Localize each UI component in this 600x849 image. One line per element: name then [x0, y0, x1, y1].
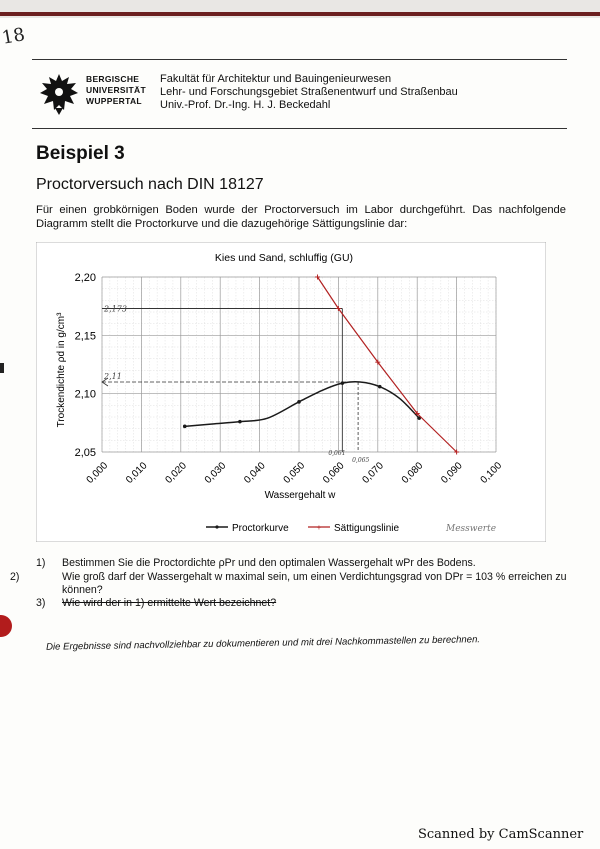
x-tick-label: 0,090	[439, 460, 465, 486]
chart-legend	[206, 523, 496, 534]
university-name	[86, 74, 146, 107]
proctor-chart	[36, 242, 546, 542]
y-tick-label: 2,20	[74, 272, 96, 284]
handwritten-page-number: 18	[0, 24, 27, 49]
legend-handwritten-note: Messwerte	[446, 524, 497, 534]
header-rule-top	[32, 59, 567, 60]
question-number: 1)	[36, 557, 46, 569]
punch-hole	[0, 615, 12, 637]
x-tick-label: 0,070	[360, 460, 386, 486]
intro-text: Für einen grobkörnigen Boden wurde der Proctorversuch im Labor durchgeführt. Das nachfolgende Diagramm stellt die Proctorkurve und die dazugehörige Sättigungslinie dar:	[36, 204, 566, 230]
x-tick-label: 0,000	[84, 460, 111, 486]
data-point-proctorkurve	[183, 425, 187, 429]
eagle-logo-icon	[38, 72, 80, 116]
question-number: 3)	[36, 597, 46, 609]
y-axis-label: Trockendichte ρd in g/cm³	[56, 312, 67, 428]
handwritten-max-density: 2,173	[104, 304, 127, 314]
faculty-line: Fakultät für Architektur und Bauingenieurwesen	[160, 73, 392, 85]
scan-top-edge	[0, 0, 600, 18]
x-tick-label: 0,060	[321, 460, 347, 486]
question-text: Bestimmen Sie die Proctordichte ρPr und den optimalen Wassergehalt wPr des Bodens.	[62, 557, 476, 569]
x-tick-label: 0,020	[163, 460, 189, 486]
data-point-proctorkurve	[238, 420, 242, 424]
scan-mark	[0, 363, 4, 373]
svg-text:+: +	[316, 523, 322, 532]
y-tick-label: 2,10	[74, 388, 96, 401]
data-point-proctorkurve	[341, 381, 345, 385]
handwritten-opt-density: 2,11	[104, 372, 122, 381]
instruction-note: Die Ergebnisse sind nachvollziehbar zu dokumentieren und mit drei Nachkommastellen zu berechnen.	[45, 634, 481, 653]
scanner-watermark: Scanned by CamScanner	[418, 827, 584, 842]
question-text: Wie wird der in 1) ermittelte Wert bezeichnet?	[62, 597, 277, 609]
department-line: Lehr- und Forschungsgebiet Straßenentwurf und Straßenbau	[160, 86, 458, 98]
page-subtitle: Proctorversuch nach DIN 18127	[36, 176, 264, 193]
question-text: Wie groß darf der Wassergehalt w maximal sein, um einen Verdichtungsgrad von DPr = 103 % erreichen zu können?	[62, 571, 567, 596]
question-1	[36, 557, 571, 570]
data-point-proctorkurve	[378, 385, 382, 389]
question-2	[10, 571, 571, 597]
faculty-info	[160, 73, 458, 112]
x-tick-label: 0,030	[202, 460, 229, 486]
y-tick-label: 2,15	[74, 330, 96, 343]
x-axis-label: Wassergehalt w	[264, 490, 336, 501]
data-point-proctorkurve	[297, 400, 301, 404]
university-line: UNIVERSITÄT	[86, 85, 146, 95]
legend-saettigungslinie: Sättigungslinie	[334, 523, 400, 534]
x-tick-label: 0,010	[124, 460, 150, 486]
x-tick-label: 0,080	[399, 460, 426, 486]
y-tick-label: 2,05	[74, 447, 96, 459]
x-tick-label: 0,040	[242, 460, 268, 486]
page-title: Beispiel 3	[36, 143, 125, 164]
university-line: BERGISCHE	[86, 74, 140, 84]
handwritten-saturation-water: 0,061	[328, 450, 346, 457]
question-3	[36, 597, 571, 610]
question-number: 2)	[10, 571, 20, 583]
header-rule-bottom	[32, 128, 567, 129]
university-line: WUPPERTAL	[86, 96, 142, 106]
x-tick-label: 0,100	[478, 460, 505, 486]
legend-proctorkurve: Proctorkurve	[232, 523, 289, 534]
handwritten-opt-water: 0,065	[352, 457, 370, 464]
x-tick-label: 0,050	[281, 460, 308, 486]
chart-title: Kies und Sand, schluffig (GU)	[214, 252, 354, 264]
professor-line: Univ.-Prof. Dr.-Ing. H. J. Beckedahl	[160, 99, 331, 111]
